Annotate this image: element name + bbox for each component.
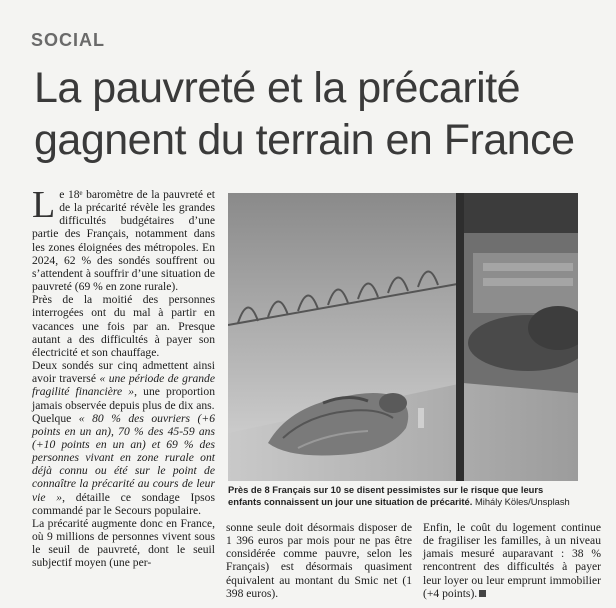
- photo-homeless-sleeping-street: [228, 193, 578, 481]
- headline-line-1: La pauvreté et la précarité: [34, 64, 521, 112]
- section-rubric: SOCIAL: [31, 30, 106, 50]
- photo-caption: Près de 8 Français sur 10 se disent pessimistes sur le risque que leurs enfants connaissent un jour une situation de précarité. Mihály Köles/Unsplash: [228, 484, 570, 507]
- paragraph-2: Près de la moitié des personnes interrogées ont du mal à partir en vacances une fois par an. Presque autant a des difficultés à payer son électricité et son chauffage.: [32, 293, 215, 359]
- article-photo: [228, 193, 578, 481]
- article-column-2: [226, 521, 412, 600]
- headline-line-2: gagnent du terrain en France: [34, 116, 575, 164]
- article-column-1: [32, 184, 216, 570]
- article-headline: [34, 62, 594, 166]
- drop-cap: L: [32, 184, 56, 226]
- end-of-article-mark: [479, 590, 486, 597]
- paragraph-3: Deux sondés sur cinq admettent ainsi avoir traversé « une période de grande fragilité financière », une proportion jamais observée depuis plus de dix ans.: [32, 359, 216, 412]
- paragraph-6: sonne seule doit désormais disposer de 1 396 euros par mois pour ne pas être considérée comme pauvre, selon les Français) est désormais quasiment équivalent au montant du Smic net (1 398 euros).: [226, 521, 412, 600]
- paragraph-1: Le 18ᵉ baromètre de la pauvreté et de la précarité révèle les grandes difficultés budgétaires d’une partie des Français, notamment dans les zones éloignées des métropoles. En 2024, 62 % des sondés souffrent ou s’attendent à souffrir d’une situation de pauvreté (69 % en zone rurale).: [32, 184, 215, 294]
- paragraph-5: La précarité augmente donc en France, où 9 millions de personnes vivent sous le seuil de pauvreté, dont le seuil subjectif moyen (une per-: [32, 516, 215, 570]
- paragraph-4: Quelque « 80 % des ouvriers (+6 points en un an), 70 % des 45-59 ans (+10 points en un an) et 69 % des personnes vivant en zone rurale ont déjà connu ou été sur le point de connaître la précarité au cours de leur vie », détaille ce sondage Ipsos commandé par le Secours populaire.: [32, 411, 215, 517]
- paragraph-7: Enfin, le coût du logement continue de fragiliser les familles, à un niveau jamais mesuré auparavant : 38 % rencontrent des difficultés à payer leur loyer ou leur emprunt immobilier (+4 points).: [423, 521, 601, 600]
- photo-credit: Mihály Köles/Unsplash: [474, 496, 570, 507]
- article-column-3: [423, 521, 601, 600]
